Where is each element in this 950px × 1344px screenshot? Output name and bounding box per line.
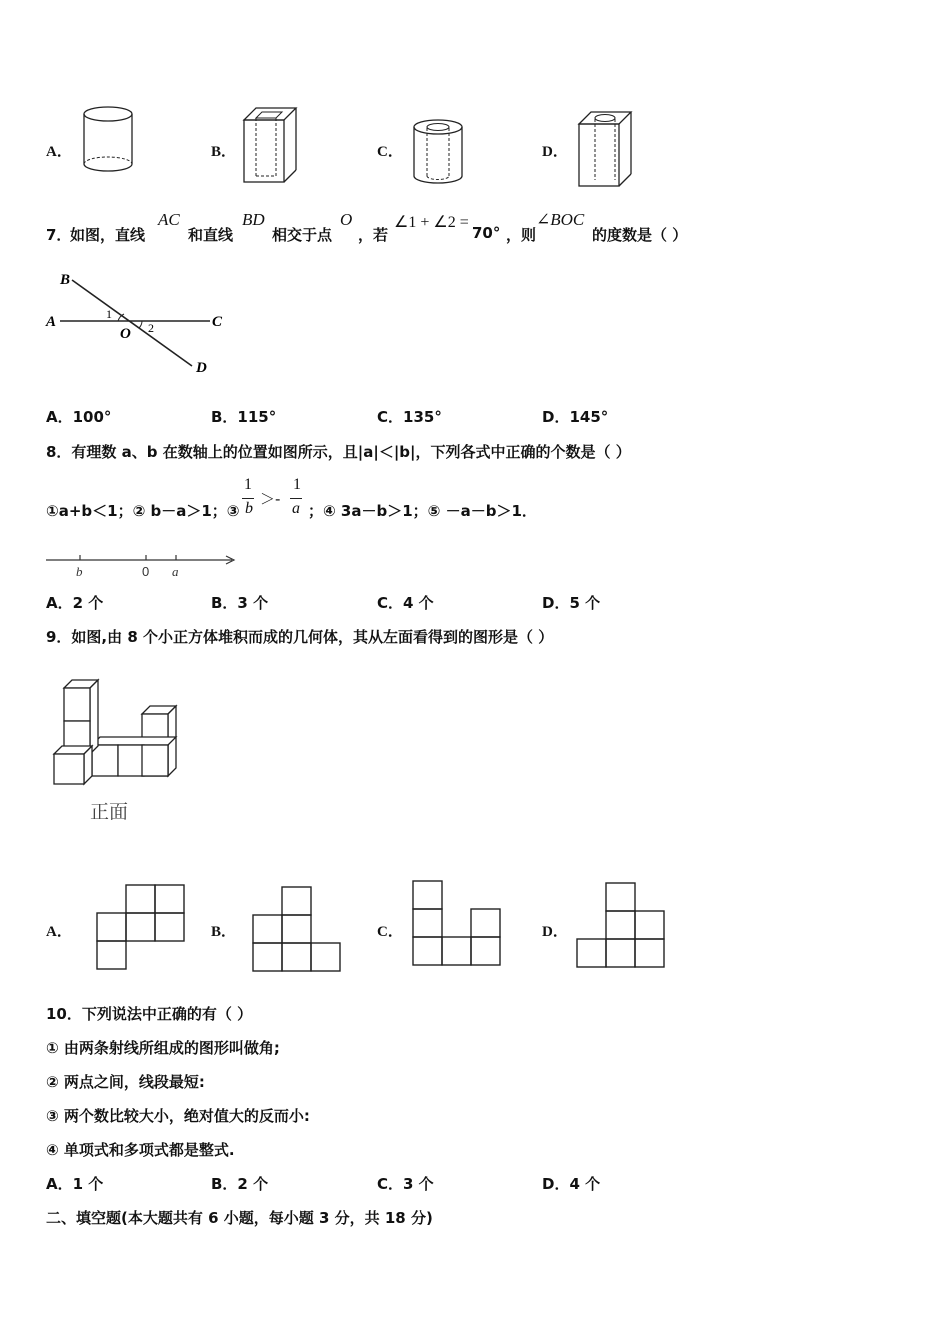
q7-label-d: D xyxy=(196,360,207,376)
q9-option-b-label: B． xyxy=(211,924,237,940)
q10-option-d: D．4 个 xyxy=(542,1175,601,1193)
hollow-square-prism-icon xyxy=(242,106,302,186)
q7-text-5: ，则 xyxy=(506,226,537,244)
q7-angle-2-label: 2 xyxy=(148,321,154,335)
q7-angle-1-label: 1 xyxy=(106,307,112,321)
q8-option-d: D．5 个 xyxy=(542,594,601,612)
q10-item-2: ② 两点之间，线段最短: xyxy=(46,1073,205,1091)
q8-option-a: A．2 个 xyxy=(46,594,104,612)
q7-text-4: ，若 xyxy=(358,226,389,244)
q8-number-line xyxy=(44,552,244,580)
q7-label-b: B xyxy=(60,272,71,288)
q8-axis-zero: 0 xyxy=(142,564,150,579)
q7-text-1: 如图，直线 xyxy=(70,226,146,244)
q9-option-a-label: A． xyxy=(46,924,72,940)
q7-label-c: C xyxy=(212,314,223,330)
q9-cube-stack-figure xyxy=(50,678,190,793)
q7-angle-sum: ∠1 + ∠2 = xyxy=(394,214,469,231)
q10-option-b: B．2 个 xyxy=(211,1175,269,1193)
q9-option-b-grid xyxy=(252,886,344,976)
q9-option-d-grid xyxy=(576,882,668,972)
q8-question: 8．有理数 a、b 在数轴上的位置如图所示，且|a|＜|b|，下列各式中正确的个数是（ ） xyxy=(46,443,631,461)
q10-item-4: ④ 单项式和多项式都是整式. xyxy=(46,1141,235,1159)
q10-option-c: C．3 个 xyxy=(377,1175,434,1193)
q10-item-3: ③ 两个数比较大小，绝对值大的反而小: xyxy=(46,1107,310,1125)
q8-frac-1-denominator: b xyxy=(245,500,253,517)
q6-option-d-label: D． xyxy=(542,144,568,160)
q8-frac-2-denominator: a xyxy=(292,500,300,517)
q6-option-c-label: C． xyxy=(377,144,403,160)
q8-frac-2-numerator: 1 xyxy=(293,476,301,493)
q6-option-b-label: B． xyxy=(211,144,237,160)
q8-axis-b: b xyxy=(76,564,83,579)
q7-text-6: 的度数是（ ） xyxy=(592,226,688,244)
q8-frac-1-numerator: 1 xyxy=(244,476,252,493)
q9-option-d-label: D． xyxy=(542,924,568,940)
q8-statements xyxy=(46,474,646,526)
q9-question: 9．如图,由 8 个小正方体堆积而成的几何体，其从左面看得到的图形是（ ） xyxy=(46,628,554,646)
q7-option-d: D．145° xyxy=(542,408,609,426)
q7-option-a: A．100° xyxy=(46,408,112,426)
q7-text-3: 相交于点 xyxy=(272,226,333,244)
q9-option-c-label: C． xyxy=(377,924,403,940)
prism-with-cylindrical-hole-icon xyxy=(577,110,635,190)
q7-line-ac: AC xyxy=(158,210,180,229)
q7-label-o: O xyxy=(120,326,131,342)
q8-frac-1-bar xyxy=(242,498,254,499)
q7-text-2: 和直线 xyxy=(188,226,234,244)
hollow-cylinder-icon xyxy=(412,118,468,188)
q8-option-b: B．3 个 xyxy=(211,594,269,612)
q8-items-part-1: ①a+b＜1；② b－a＞1；③ xyxy=(46,502,240,520)
q6-option-a-label: A． xyxy=(46,144,72,160)
section-2-heading: 二、填空题(本大题共有 6 小题，每小题 3 分，共 18 分) xyxy=(46,1209,433,1227)
q8-items-part-2: ；④ 3a－b＞1；⑤ －a－b＞1． xyxy=(308,502,537,520)
q10-item-1: ① 由两条射线所组成的图形叫做角; xyxy=(46,1039,280,1057)
q7-label-a: A xyxy=(46,314,57,330)
cylinder-icon xyxy=(82,104,138,176)
q7-intersecting-lines-figure xyxy=(40,262,240,380)
q8-greater-than: ＞- xyxy=(260,490,281,508)
q7-number: 7． xyxy=(46,226,72,244)
q7-point-o: O xyxy=(340,210,353,229)
q7-option-b: B．115° xyxy=(211,408,277,426)
q10-question: 10．下列说法中正确的有（ ） xyxy=(46,1005,253,1023)
q7-angle-value: 70° xyxy=(472,224,501,242)
q9-front-label: 正面 xyxy=(90,801,129,823)
q7-angle-boc: ∠BOC xyxy=(536,210,585,229)
q8-frac-2-bar xyxy=(290,498,302,499)
q10-option-a: A．1 个 xyxy=(46,1175,104,1193)
q7-line-bd: BD xyxy=(242,210,265,229)
q7-option-c: C．135° xyxy=(377,408,442,426)
q8-option-c: C．4 个 xyxy=(377,594,434,612)
q8-axis-a: a xyxy=(172,564,179,579)
q9-option-a-grid xyxy=(96,884,188,974)
q9-option-c-grid xyxy=(412,880,504,970)
